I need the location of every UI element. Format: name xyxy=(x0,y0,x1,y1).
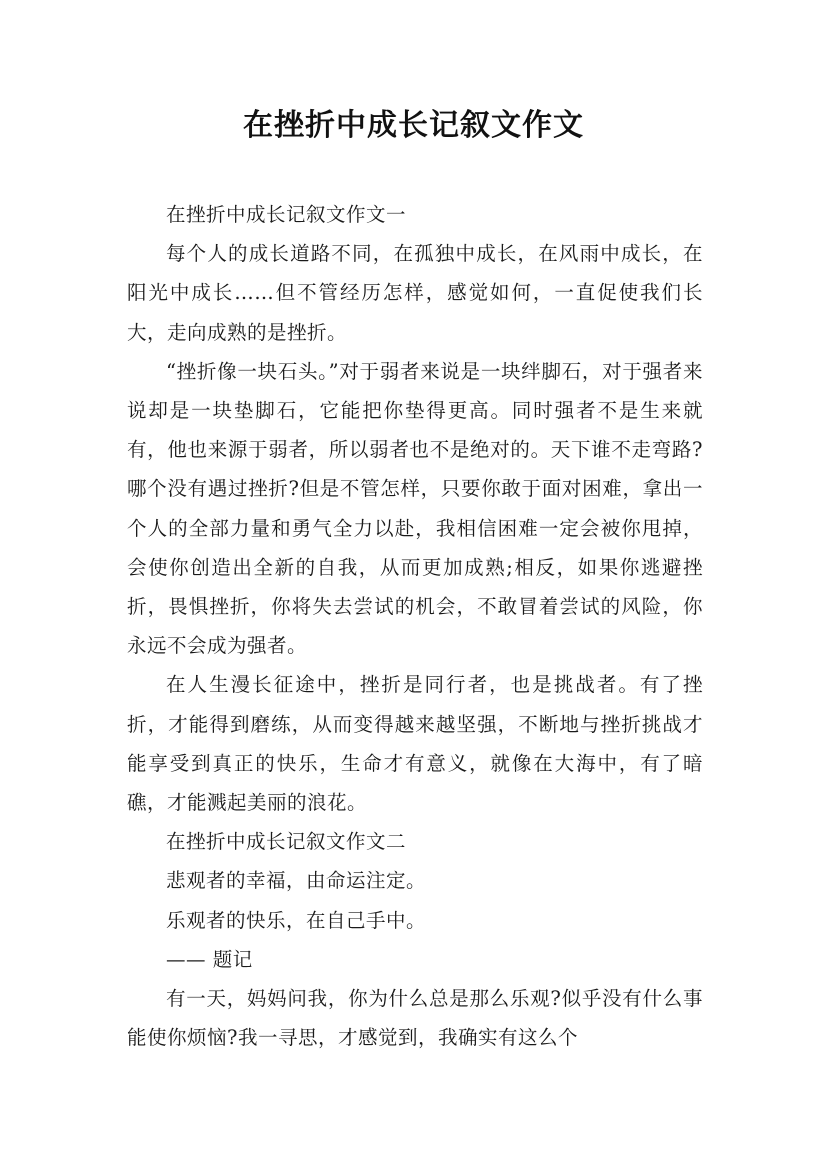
document-title: 在挫折中成长记叙文作文 xyxy=(243,108,584,143)
section-heading-1: 在挫折中成长记叙文作文一 xyxy=(166,203,407,226)
paragraph: 乐观者的快乐，在自己手中。 xyxy=(166,908,427,932)
paragraph: 每个人的成长道路不同，在孤独中成长，在风雨中成长，在阳光中成长……但不管经历怎样，感觉如何，一直促使我们长大，走向成熟的是挫折。 xyxy=(127,242,703,344)
paragraph: 有一天，妈妈问我，你为什么总是那么乐观?似乎没有什么事能使你烦恼?我一寻思，才感觉到，我确实有这么个 xyxy=(127,987,703,1050)
paragraph: 悲观者的幸福，由命运注定。 xyxy=(166,869,427,893)
section-heading-2: 在挫折中成长记叙文作文二 xyxy=(166,830,407,854)
epigraph-attribution: —— 题记 xyxy=(166,947,253,971)
document-body xyxy=(127,195,703,1057)
paragraph: “挫折像一块石头。”对于弱者来说是一块绊脚石，对于强者来说却是一块垫脚石，它能把你垫得更高。同时强者不是生来就有，他也来源于弱者，所以弱者也不是绝对的。天下谁不走弯路?哪个没有遇过挫折?但是不管怎样，只要你敢于面对困难，拿出一个人的全部力量和勇气全力以赴，我相信困难一定会被你甩掉，会使你创造出全新的自我，从而更加成熟;相反，如果你逃避挫折，畏惧挫折，你将失去尝试的机会，不敢冒着尝试的风险，你永远不会成为强者。 xyxy=(127,359,703,658)
paragraph: 在人生漫长征途中，挫折是同行者，也是挑战者。有了挫折，才能得到磨练，从而变得越来越坚强，不断地与挫折挑战才能享受到真正的快乐，生命才有意义，就像在大海中，有了暗礁，才能溅起美丽的浪花。 xyxy=(127,673,703,815)
